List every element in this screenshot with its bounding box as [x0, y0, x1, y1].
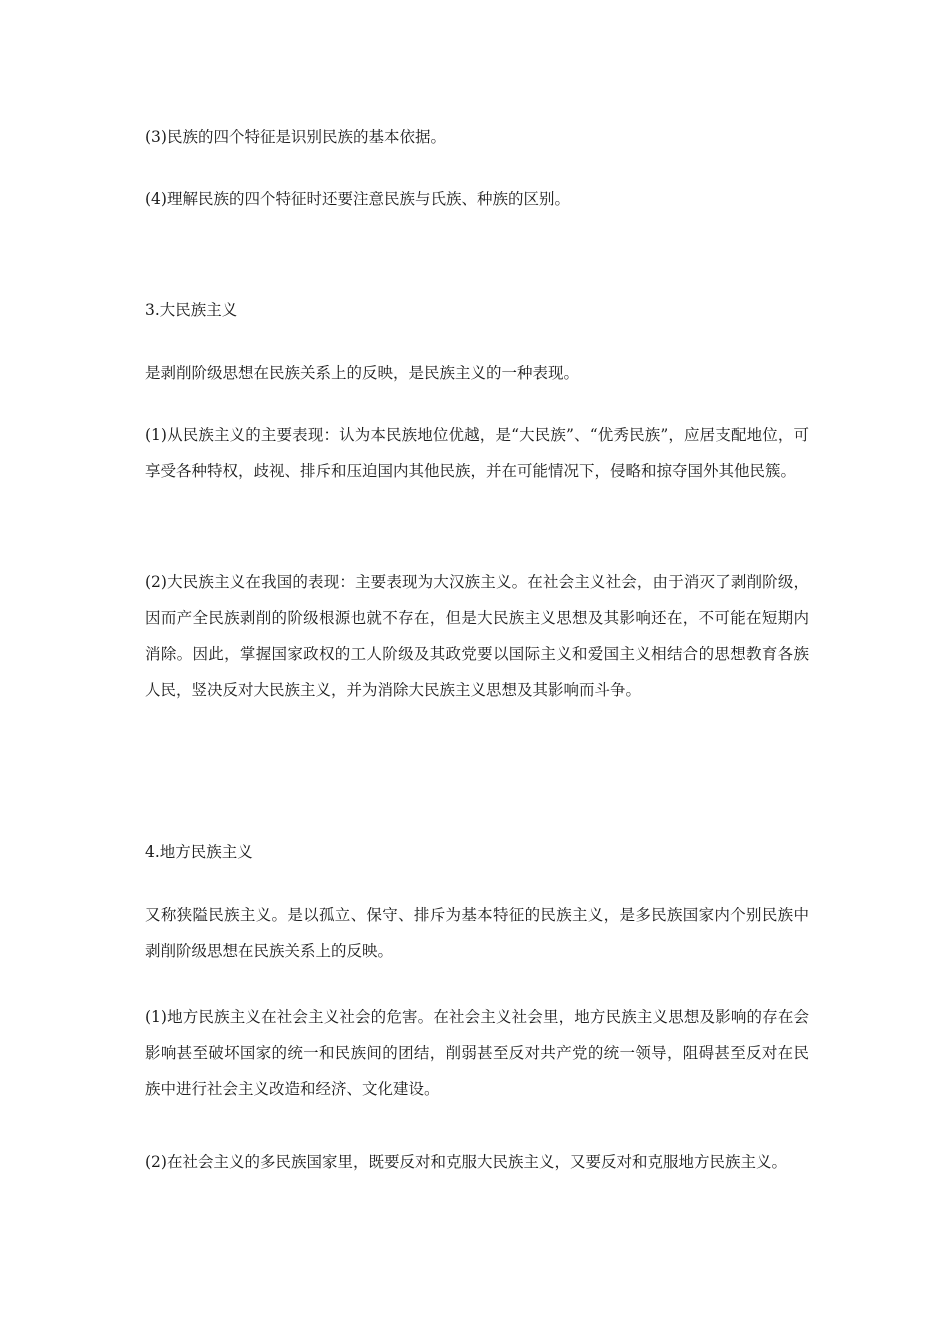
- paragraph-local-nationalism-definition: 又称狭隘民族主义。是以孤立、保守、排斥为基本特征的民族主义，是多民族国家内个别民族中剥削阶级思想在民族关系上的反映。: [145, 906, 809, 960]
- section-heading-great-nationalism: 3.大民族主义: [145, 301, 238, 319]
- paragraph-national-features-basis: (3)民族的四个特征是识别民族的基本依据。: [145, 128, 446, 146]
- section-heading-local-nationalism: 4.地方民族主义: [145, 843, 253, 861]
- paragraph-national-features-distinction: (4)理解民族的四个特征时还要注意民族与氏族、种族的区别。: [145, 190, 570, 208]
- paragraph-great-nationalism-in-china: (2)大民族主义在我国的表现：主要表现为大汉族主义。在社会主义社会，由于消灭了剥削阶级，因而产全民族剥削的阶级根源也就不存在，但是大民族主义思想及其影响还在，不可能在短期内消除。因此，掌握国家政权的工人阶级及其政党要以国际主义和爱国主义相结合的思想教育各族人民，竖决反对大民族主义，并为消除大民族主义思想及其影响而斗争。: [145, 573, 809, 699]
- paragraph-oppose-both-nationalisms: (2)在社会主义的多民族国家里，既要反对和克服大民族主义，又要反对和克服地方民族主义。: [145, 1153, 787, 1171]
- paragraph-local-nationalism-harm: (1)地方民族主义在社会主义社会的危害。在社会主义社会里，地方民族主义思想及影响的存在会影响甚至破坏国家的统一和民族间的团结，削弱甚至反对共产党的统一领导，阻碍甚至反对在民族中进行社会主义改造和经济、文化建设。: [145, 1008, 809, 1098]
- paragraph-great-nationalism-definition: 是剥削阶级思想在民族关系上的反映，是民族主义的一种表现。: [145, 364, 580, 382]
- paragraph-great-nationalism-manifestation: (1)从民族主义的主要表现：认为本民族地位优越，是“大民族”、“优秀民族”，应居支配地位，可享受各种特权，歧视、排斥和压迫国内其他民族，并在可能情况下，侵略和掠夺国外其他民簇。: [145, 426, 809, 480]
